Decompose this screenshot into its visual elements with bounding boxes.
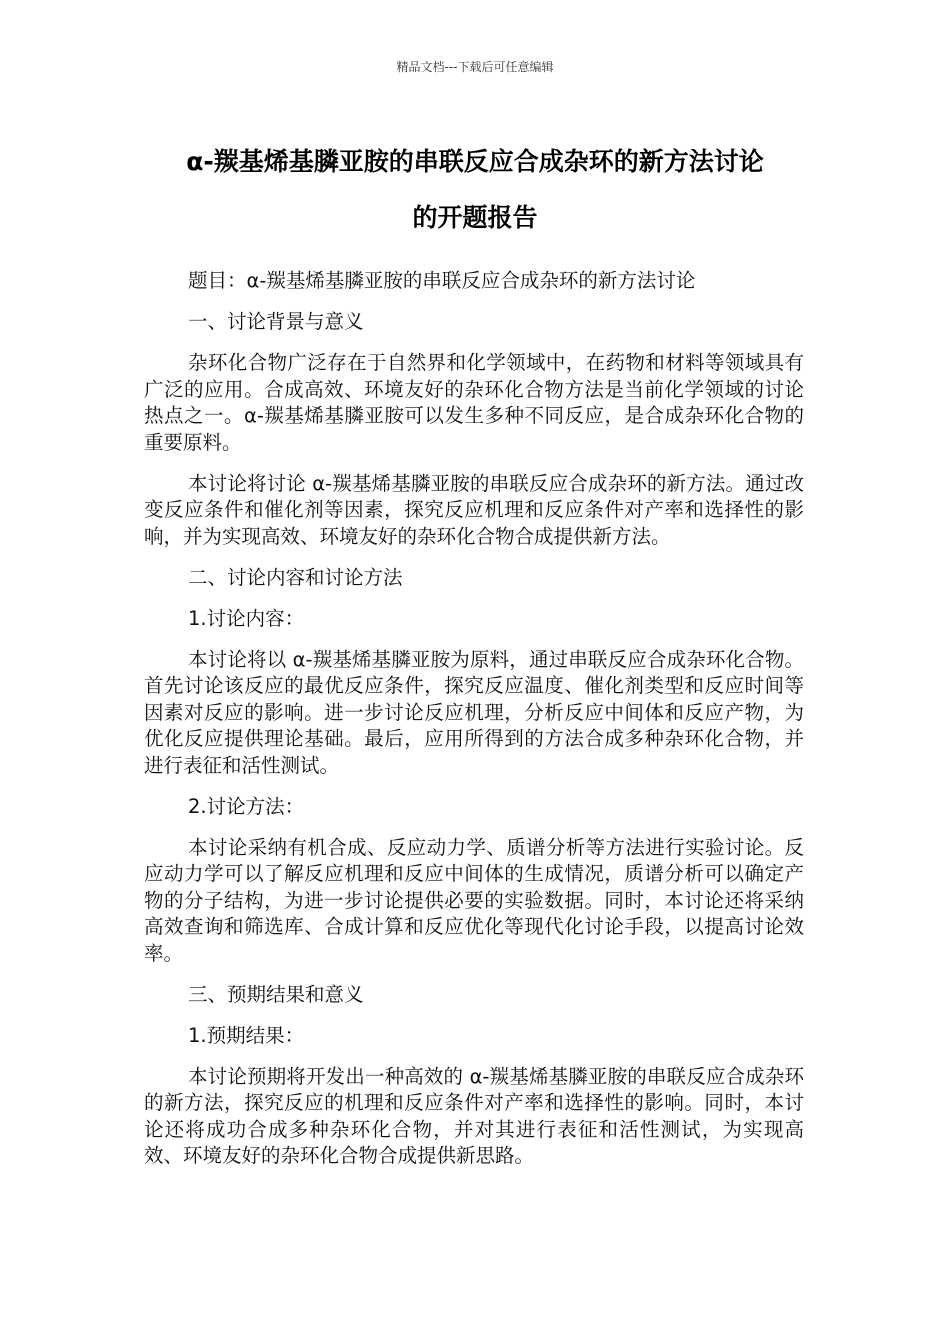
- paragraph-expected-results: 本讨论预期将开发出一种高效的 α-羰基烯基膦亚胺的串联反应合成杂环的新方法，探究反应的机理和反应条件对产率和选择性的影响。同时，本讨论还将成功合成多种杂环化合物，并对其进行表征和活性测试，为实现高效、环境友好的杂环化合物合成提供新思路。: [144, 1064, 804, 1167]
- section-heading-content-methods: 二、讨论内容和讨论方法: [188, 565, 403, 589]
- document-body: [144, 268, 804, 1184]
- subheading-methods: 2.讨论方法：: [188, 794, 305, 818]
- paragraph-background-1: 杂环化合物广泛存在于自然界和化学领域中，在药物和材料等领域具有广泛的应用。合成高效、环境友好的杂环化合物方法是当前化学领域的讨论热点之一。α-羰基烯基膦亚胺可以发生多种不同反应，是合成杂环化合物的重要原料。: [144, 351, 804, 454]
- paragraph-background-2: 本讨论将讨论 α-羰基烯基膦亚胺的串联反应合成杂环的新方法。通过改变反应条件和催化剂等因素，探究反应机理和反应条件对产率和选择性的影响，并为实现高效、环境友好的杂环化合物合成提供新方法。: [144, 471, 804, 548]
- topic-line: 题目：α-羰基烯基膦亚胺的串联反应合成杂环的新方法讨论: [188, 269, 696, 292]
- section-heading-expected-results: 三、预期结果和意义: [188, 982, 364, 1006]
- subheading-expected-results: 1.预期结果：: [188, 1023, 305, 1047]
- title-line-2: 的开题报告: [412, 203, 538, 232]
- section-heading-background: 一、讨论背景与意义: [188, 310, 364, 333]
- title-line-1: α-羰基烯基膦亚胺的串联反应合成杂环的新方法讨论: [186, 147, 764, 176]
- header-note: 精品文档---下载后可任意编辑: [396, 60, 554, 74]
- paragraph-content: 本讨论将以 α-羰基烯基膦亚胺为原料，通过串联反应合成杂环化合物。首先讨论该反应的最优反应条件，探究反应温度、催化剂类型和反应时间等因素对反应的影响。进一步讨论反应机理，分析反应中间体和反应产物，为优化反应提供理论基础。最后，应用所得到的方法合成多种杂环化合物，并进行表征和活性测试。: [144, 647, 804, 777]
- document-title: [120, 134, 830, 246]
- paragraph-methods: 本讨论采纳有机合成、反应动力学、质谱分析等方法进行实验讨论。反应动力学可以了解反应机理和反应中间体的生成情况，质谱分析可以确定产物的分子结构，为进一步讨论提供必要的实验数据。同时，本讨论还将采纳高效查询和筛选库、合成计算和反应优化等现代化讨论手段，以提高讨论效率。: [144, 835, 804, 965]
- subheading-content: 1.讨论内容：: [188, 606, 305, 630]
